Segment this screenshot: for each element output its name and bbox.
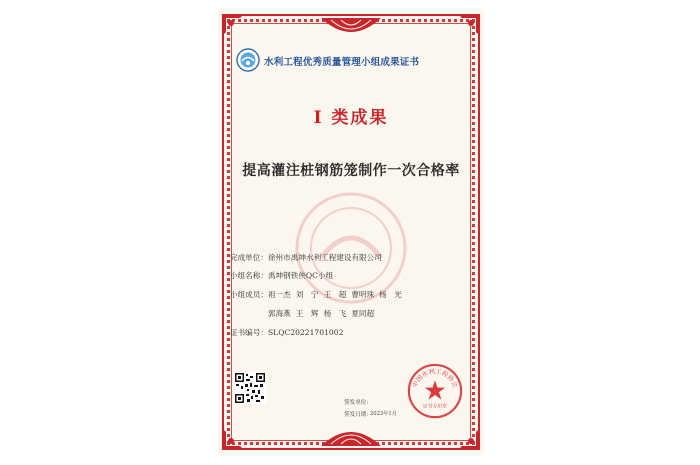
member-name: 刘 宁 xyxy=(295,290,319,299)
qr-code-icon xyxy=(234,372,266,404)
unit-row xyxy=(230,252,382,263)
member-name: 夏同超 xyxy=(351,309,375,318)
issuer-label: 签发单位： xyxy=(344,400,372,406)
issue-date-value: 2023年1月 xyxy=(370,411,397,417)
unit-label: 完成单位： xyxy=(230,253,268,262)
official-seal-icon xyxy=(406,362,464,420)
corner-ornament-icon xyxy=(220,12,246,38)
member-name: 杨 飞 xyxy=(323,309,347,318)
fan-ornament-icon xyxy=(316,16,386,36)
seal-outer-text: 中国水利工程协会 xyxy=(411,368,459,389)
seal-inner-text: 证书专用章 xyxy=(422,404,448,410)
member-name: 王 辉 xyxy=(295,309,319,318)
fan-ornament-icon xyxy=(316,428,386,448)
corner-ornament-icon xyxy=(456,426,482,452)
member-name: 王 超 xyxy=(323,290,347,299)
cert-number-label: 证书编号： xyxy=(230,328,268,337)
issue-date-label: 签发日期： xyxy=(344,412,372,418)
member-name: 祖一杰 xyxy=(267,290,291,299)
group-label: 小组名称： xyxy=(230,271,268,280)
group-row xyxy=(230,270,333,281)
cert-number-value: SLQC20221701002 xyxy=(267,328,344,337)
member-name: 杨 光 xyxy=(379,290,402,299)
group-value: 禹坤钢铁侠QC小组 xyxy=(267,271,334,280)
corner-ornament-icon xyxy=(220,426,246,452)
member-name: 郭海燕 xyxy=(268,309,291,318)
cert-number-row xyxy=(230,327,343,338)
qc-logo-icon xyxy=(236,48,260,72)
members-row-2 xyxy=(268,308,379,319)
members-label: 小组成员： xyxy=(230,290,268,299)
certificate-header-title: 水利工程优秀质量管理小组成果证书 xyxy=(264,57,420,68)
achievement-grade: I 类成果 xyxy=(313,108,389,128)
achievement-title: 提高灌注桩钢筋笼制作一次合格率 xyxy=(242,163,460,179)
unit-value: 徐州市禹坤水利工程建设有限公司 xyxy=(267,253,382,262)
member-name: 曹明珠 xyxy=(351,290,375,299)
members-row xyxy=(230,289,407,300)
certificate xyxy=(218,10,484,454)
corner-ornament-icon xyxy=(456,12,482,38)
